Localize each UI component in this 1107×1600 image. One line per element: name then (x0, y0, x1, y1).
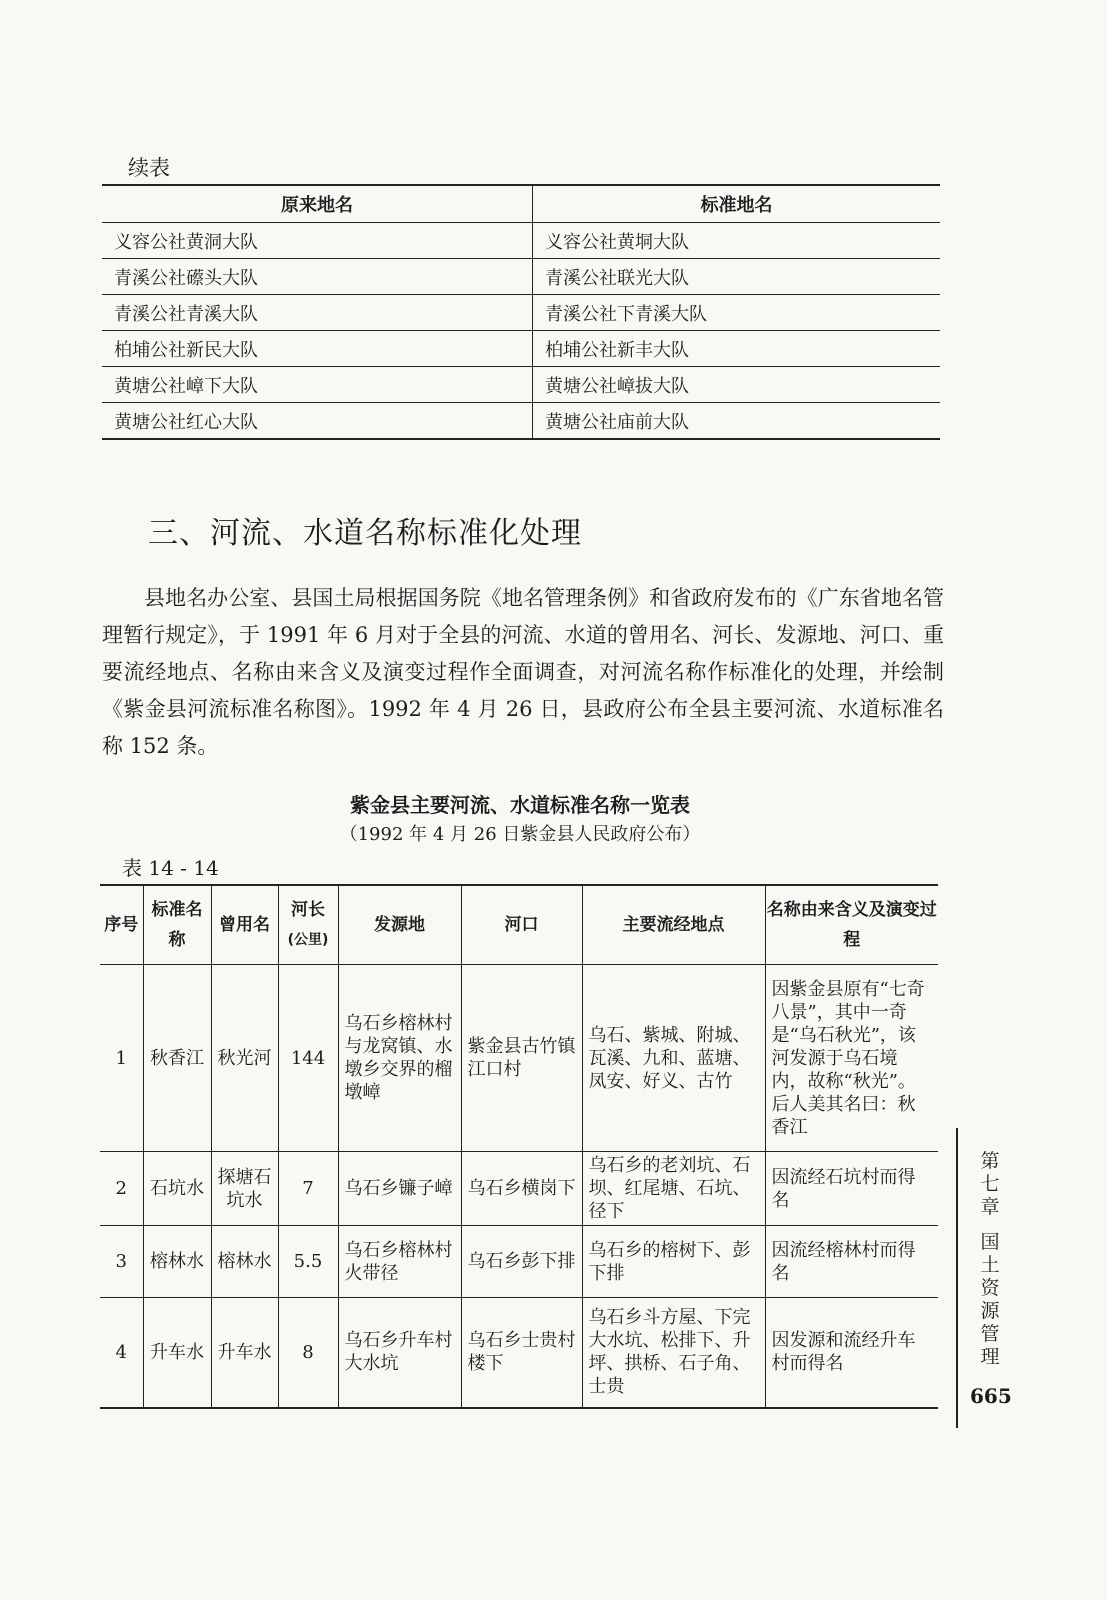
source-cell: 乌石乡镰子嶂 (338, 1152, 461, 1226)
std-name-cell: 榕林水 (143, 1226, 211, 1298)
origin-cell: 因流经榕林村而得名 (765, 1226, 938, 1298)
former-name-cell: 探塘石坑水 (211, 1152, 278, 1226)
length-cell: 5.5 (278, 1226, 338, 1298)
mouth-cell: 乌石乡横岗下 (461, 1152, 582, 1226)
mouth-cell: 乌石乡彭下排 (461, 1226, 582, 1298)
former-name-cell: 升车水 (211, 1298, 278, 1408)
original-name-cell: 义容公社黄洞大队 (102, 223, 533, 259)
mouth-cell: 乌石乡士贵村楼下 (461, 1298, 582, 1408)
table-row (102, 259, 940, 295)
source-cell: 乌石乡榕林村与龙窝镇、水墩乡交界的榴墩嶂 (338, 965, 461, 1152)
header-length-label: 河长 (291, 900, 325, 920)
original-name-cell: 黄塘公社嶂下大队 (102, 367, 533, 403)
origin-cell: 因发源和流经升车村而得名 (765, 1298, 938, 1408)
header-standard-name: 标准地名 (533, 185, 941, 223)
standard-name-cell: 青溪公社下青溪大队 (533, 295, 941, 331)
table-row (100, 1226, 938, 1298)
via-cell: 乌石乡斗方屋、下完大水坑、松排下、升坪、拱桥、石子角、士贵 (582, 1298, 765, 1408)
seq-cell: 1 (100, 965, 143, 1152)
seq-cell: 4 (100, 1298, 143, 1408)
sidebar-rule (956, 1128, 958, 1428)
header-std-name: 标准名称 (143, 885, 211, 965)
header-origin: 名称由来含义及演变过程 (765, 885, 938, 965)
standard-name-cell: 柏埔公社新丰大队 (533, 331, 941, 367)
standard-name-cell: 青溪公社联光大队 (533, 259, 941, 295)
length-cell: 8 (278, 1298, 338, 1408)
original-name-cell: 黄塘公社红心大队 (102, 403, 533, 440)
via-cell: 乌石乡的榕树下、彭下排 (582, 1226, 765, 1298)
header-source: 发源地 (338, 885, 461, 965)
table-row (102, 295, 940, 331)
chapter-title: 国土资源管理 (980, 1231, 1000, 1368)
source-cell: 乌石乡升车村大水坑 (338, 1298, 461, 1408)
header-original-name: 原来地名 (102, 185, 533, 223)
former-name-cell: 榕林水 (211, 1226, 278, 1298)
paragraph-text: 县地名办公室、县国土局根据国务院《地名管理条例》和省政府发布的《广东省地名管理暂行规定》，于 1991 年 6 月对于全县的河流、水道的曾用名、河长、发源地、河口、重要流经地点、名称由来含义及演变过程作全面调查，对河流名称作标准化的处理，并绘制《紫金县河流标准名称图》。1992 年 4 月 26 日，县政府公布全县主要河流、水道标准名称 152 条。 (102, 586, 944, 758)
table-title: 紫金县主要河流、水道标准名称一览表 (350, 793, 690, 817)
former-name-cell: 秋光河 (211, 965, 278, 1152)
origin-cell: 因紫金县原有“七奇八景”，其中一奇是“乌石秋光”，该河发源于乌石境内，故称“秋光”。后人美其名曰：秋香江 (765, 965, 938, 1152)
std-name-cell: 石坑水 (143, 1152, 211, 1226)
table-row (102, 403, 940, 440)
mouth-cell: 紫金县古竹镇江口村 (461, 965, 582, 1152)
body-paragraph (102, 580, 944, 765)
via-cell: 乌石乡的老刘坑、石坝、红尾塘、石坑、径下 (582, 1152, 765, 1226)
table-row (100, 1298, 938, 1408)
length-cell: 7 (278, 1152, 338, 1226)
std-name-cell: 秋香江 (143, 965, 211, 1152)
table-row (100, 965, 938, 1152)
header-via: 主要流经地点 (582, 885, 765, 965)
header-seq: 序号 (100, 885, 143, 965)
table-row (102, 223, 940, 259)
table-row (102, 331, 940, 367)
header-former-name: 曾用名 (211, 885, 278, 965)
table-number: 表 14 - 14 (122, 856, 219, 880)
chapter-label (976, 1150, 1004, 1369)
via-cell: 乌石、紫城、附城、瓦溪、九和、蓝塘、凤安、好义、古竹 (582, 965, 765, 1152)
seq-cell: 2 (100, 1152, 143, 1226)
chapter-number: 第七章 (980, 1150, 1000, 1218)
place-name-table (102, 184, 940, 440)
original-name-cell: 青溪公社礤头大队 (102, 259, 533, 295)
page-number: 665 (970, 1384, 1012, 1408)
origin-cell: 因流经石坑村而得名 (765, 1152, 938, 1226)
section-heading: 三、河流、水道名称标准化处理 (148, 516, 582, 551)
std-name-cell: 升车水 (143, 1298, 211, 1408)
table-row (102, 367, 940, 403)
source-cell: 乌石乡榕林村火带径 (338, 1226, 461, 1298)
header-length-unit: (公里) (287, 932, 329, 948)
standard-name-cell: 黄塘公社嶂拔大队 (533, 367, 941, 403)
header-mouth: 河口 (461, 885, 582, 965)
seq-cell: 3 (100, 1226, 143, 1298)
header-length (278, 885, 338, 965)
original-name-cell: 柏埔公社新民大队 (102, 331, 533, 367)
length-cell: 144 (278, 965, 338, 1152)
river-names-table (100, 884, 938, 1409)
original-name-cell: 青溪公社青溪大队 (102, 295, 533, 331)
standard-name-cell: 黄塘公社庙前大队 (545, 411, 689, 433)
table-row (100, 1152, 938, 1226)
continuation-label: 续表 (128, 156, 170, 180)
table-subtitle: （1992 年 4 月 26 日紫金县人民政府公布） (339, 824, 701, 845)
standard-name-cell: 义容公社黄垌大队 (533, 223, 941, 259)
